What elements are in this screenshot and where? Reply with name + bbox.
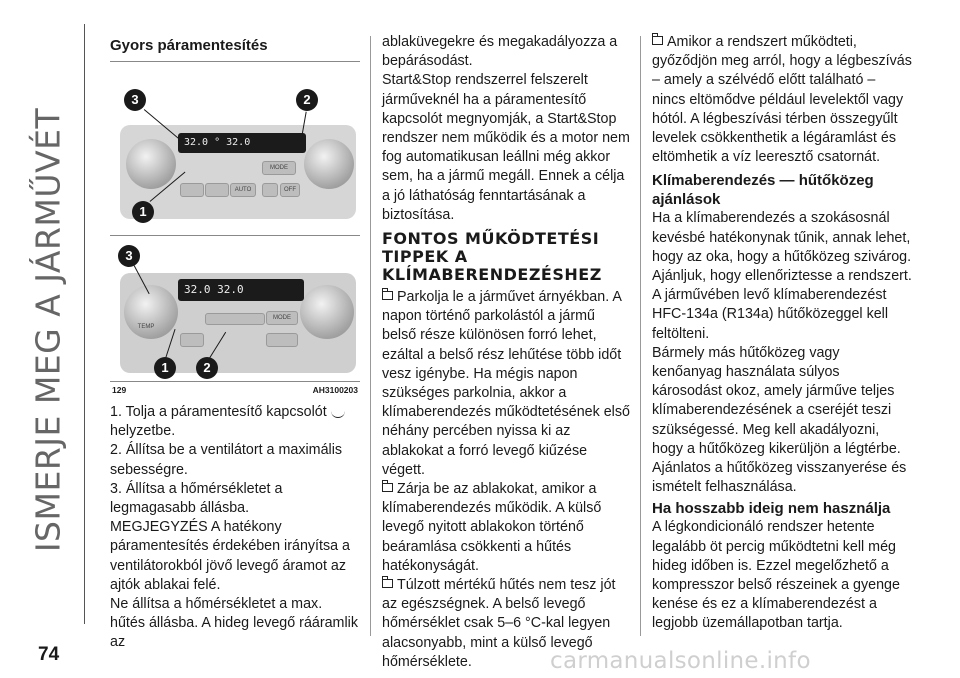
column-3: [652, 33, 912, 634]
tip-item: Zárja be az ablakokat, amikor a klímaberendezés működik. A külső levegő nyitott ablakokon történő beáramlása csökkenti a hűtés hatékonyságát.: [382, 481, 602, 574]
column-2: [382, 33, 632, 672]
rear-defrost-button[interactable]: [262, 183, 278, 197]
windshield-defrost-icon: [331, 407, 345, 418]
bullet-icon: [652, 36, 663, 45]
bullet-icon: [382, 579, 393, 588]
callout-3: 3: [124, 89, 146, 111]
paragraph: A légkondicionáló rendszer hetente legalább öt percig működtetni kell még hideg időben is. Ezzel megelőzhető a kompresszor belső részeinek a gyenge kenése és ez a klímaberendezést a legjobb üzemállapotban tartja.: [652, 519, 900, 632]
mode-button[interactable]: MODE: [262, 161, 296, 175]
paragraph: Ha a klímaberendezés a szokásosnál kevésbé hatékonynak tűnik, annak lehet, hogy az oka, hogy a hűtőközeg szivárog. Ajánljuk, hogy ellenőriztesse a rendszert.: [652, 210, 912, 285]
bullet-icon: [382, 291, 393, 300]
temp-knob-right[interactable]: [304, 139, 354, 189]
warning-text: Ne állítsa a hőmérsékletet a max. hűtés állásba. A hideg levegő rááramlik az: [110, 596, 358, 651]
callout-2: 2: [196, 357, 218, 379]
continuation-text: ablaküvegekre és megakadályozza a bepárásodást.: [382, 34, 618, 70]
paragraph: Bármely más hűtőközeg vagy kenőanyag használata súlyos károsodást okoz, amely járműve teljes klímaberendezésének a cseréjét teszi szükségessé. Meg kell akadályozni, hogy a hűtőközeg kikerüljön a légtérbe. Ajánlatos a hűtőközeg visszanyerése és ismételt felhasználása.: [652, 344, 907, 496]
temp-knob-left[interactable]: [126, 139, 176, 189]
tip-item: Amikor a rendszert működteti, győződjön meg arról, hogy a légbeszívás – amely a szélvédő előtt található – nincs eltömődve például levelektől vagy hótól. A légbeszívási térben összegyűlt levelek csökkenthetik a légáramlást és eltömhetik a víz leeresztő csatornát.: [652, 34, 912, 166]
figure-top-rule: [110, 61, 360, 62]
temp-knob-right[interactable]: [300, 285, 354, 339]
tip-item: Parkolja le a járművet árnyékban. A napon történő parkolástól a jármű belső része különösen forró lehet, ezáltal a belső rész lehűtése több időt vesz igénybe. Ha mégis napon szükséges parkolnia, akkor a klímaberendezés működtetésének első néhány percében nyissa ki az ablakokat a forró levegő kiűzése végett.: [382, 289, 630, 478]
step-1: 1. Tolja a páramentesítő kapcsolót: [110, 403, 360, 422]
callout-3: 3: [118, 245, 140, 267]
column-1: [110, 36, 360, 653]
bullet-icon: [382, 483, 393, 492]
column-divider: [640, 36, 641, 636]
section-heading: Ha hosszabb ideig nem használja: [652, 500, 891, 518]
chapter-title: ISMERJE MEG A JÁRMŰVÉT: [28, 107, 68, 553]
climate-display: 32.0 ° 32.0: [178, 133, 306, 153]
fan-speed-bar[interactable]: [205, 313, 265, 325]
note: MEGJEGYZÉS A hatékony páramentesítés érdekében irányítsa a ventilátorokból jövő levegő áramot az ajtók ablakai felé.: [110, 519, 351, 593]
page-number: 74: [38, 644, 60, 665]
recirc-button[interactable]: [180, 183, 204, 197]
section-heading: Klímaberendezés — hűtőközeg ajánlások: [652, 172, 874, 209]
mode-button[interactable]: MODE: [266, 311, 298, 325]
control-panel-lower: [120, 273, 356, 373]
rear-defrost-button[interactable]: [266, 333, 298, 347]
step-1-cont: helyzetbe.: [110, 423, 176, 440]
off-button[interactable]: OFF: [280, 183, 300, 197]
defrost-button[interactable]: [205, 183, 229, 197]
column-divider: [370, 36, 371, 636]
paragraph: A járművében levő klímaberendezést HFC-134a (R134a) hűtőközeggel kell feltölteni.: [652, 287, 889, 342]
figure-number: 129: [112, 385, 127, 395]
step-2: 2. Állítsa be a ventilátort a maximális sebességre.: [110, 442, 343, 478]
figure-caption-bar: [110, 382, 360, 399]
major-heading: FONTOS MŰKÖDTETÉSI TIPPEK A KLÍMABERENDEZÉSHEZ: [382, 229, 602, 285]
auto-button[interactable]: AUTO: [230, 183, 256, 197]
control-panel-upper: [120, 125, 356, 219]
tip-item: Túlzott mértékű hűtés nem tesz jót az egészségnek. A belső levegő hőmérséklet csak 5–6 °C-kal legyen alacsonyabb, mint a külső levegő hőmérséklete.: [382, 577, 616, 670]
climate-display: 32.0 32.0: [178, 279, 304, 301]
step-3: 3. Állítsa a hőmérsékletet a legmagasabb állásba.: [110, 480, 283, 517]
section-heading: Gyors páramentesítés: [110, 37, 268, 54]
climate-control-figure: [110, 61, 360, 399]
side-rule: [84, 24, 85, 624]
callout-1: 1: [132, 201, 154, 223]
figure-separator: [110, 235, 360, 236]
recirc-button[interactable]: [180, 333, 204, 347]
startstop-text: Start&Stop rendszerrel felszerelt járműveknél ha a páramentesítő kapcsolót megnyomják, a Start&Stop rendszer nem működik és a motor nem fog automatikusan leállni még akkor sem, ha a jármű megáll. Ennek a célja a jó láthatóság fenntartásának a biztosítása.: [382, 72, 630, 223]
figure-code: AH3100203: [312, 385, 358, 395]
temp-label: TEMP: [137, 324, 155, 330]
callout-2: 2: [296, 89, 318, 111]
watermark: carmanualsonline.info: [550, 648, 811, 674]
callout-1: 1: [154, 357, 176, 379]
